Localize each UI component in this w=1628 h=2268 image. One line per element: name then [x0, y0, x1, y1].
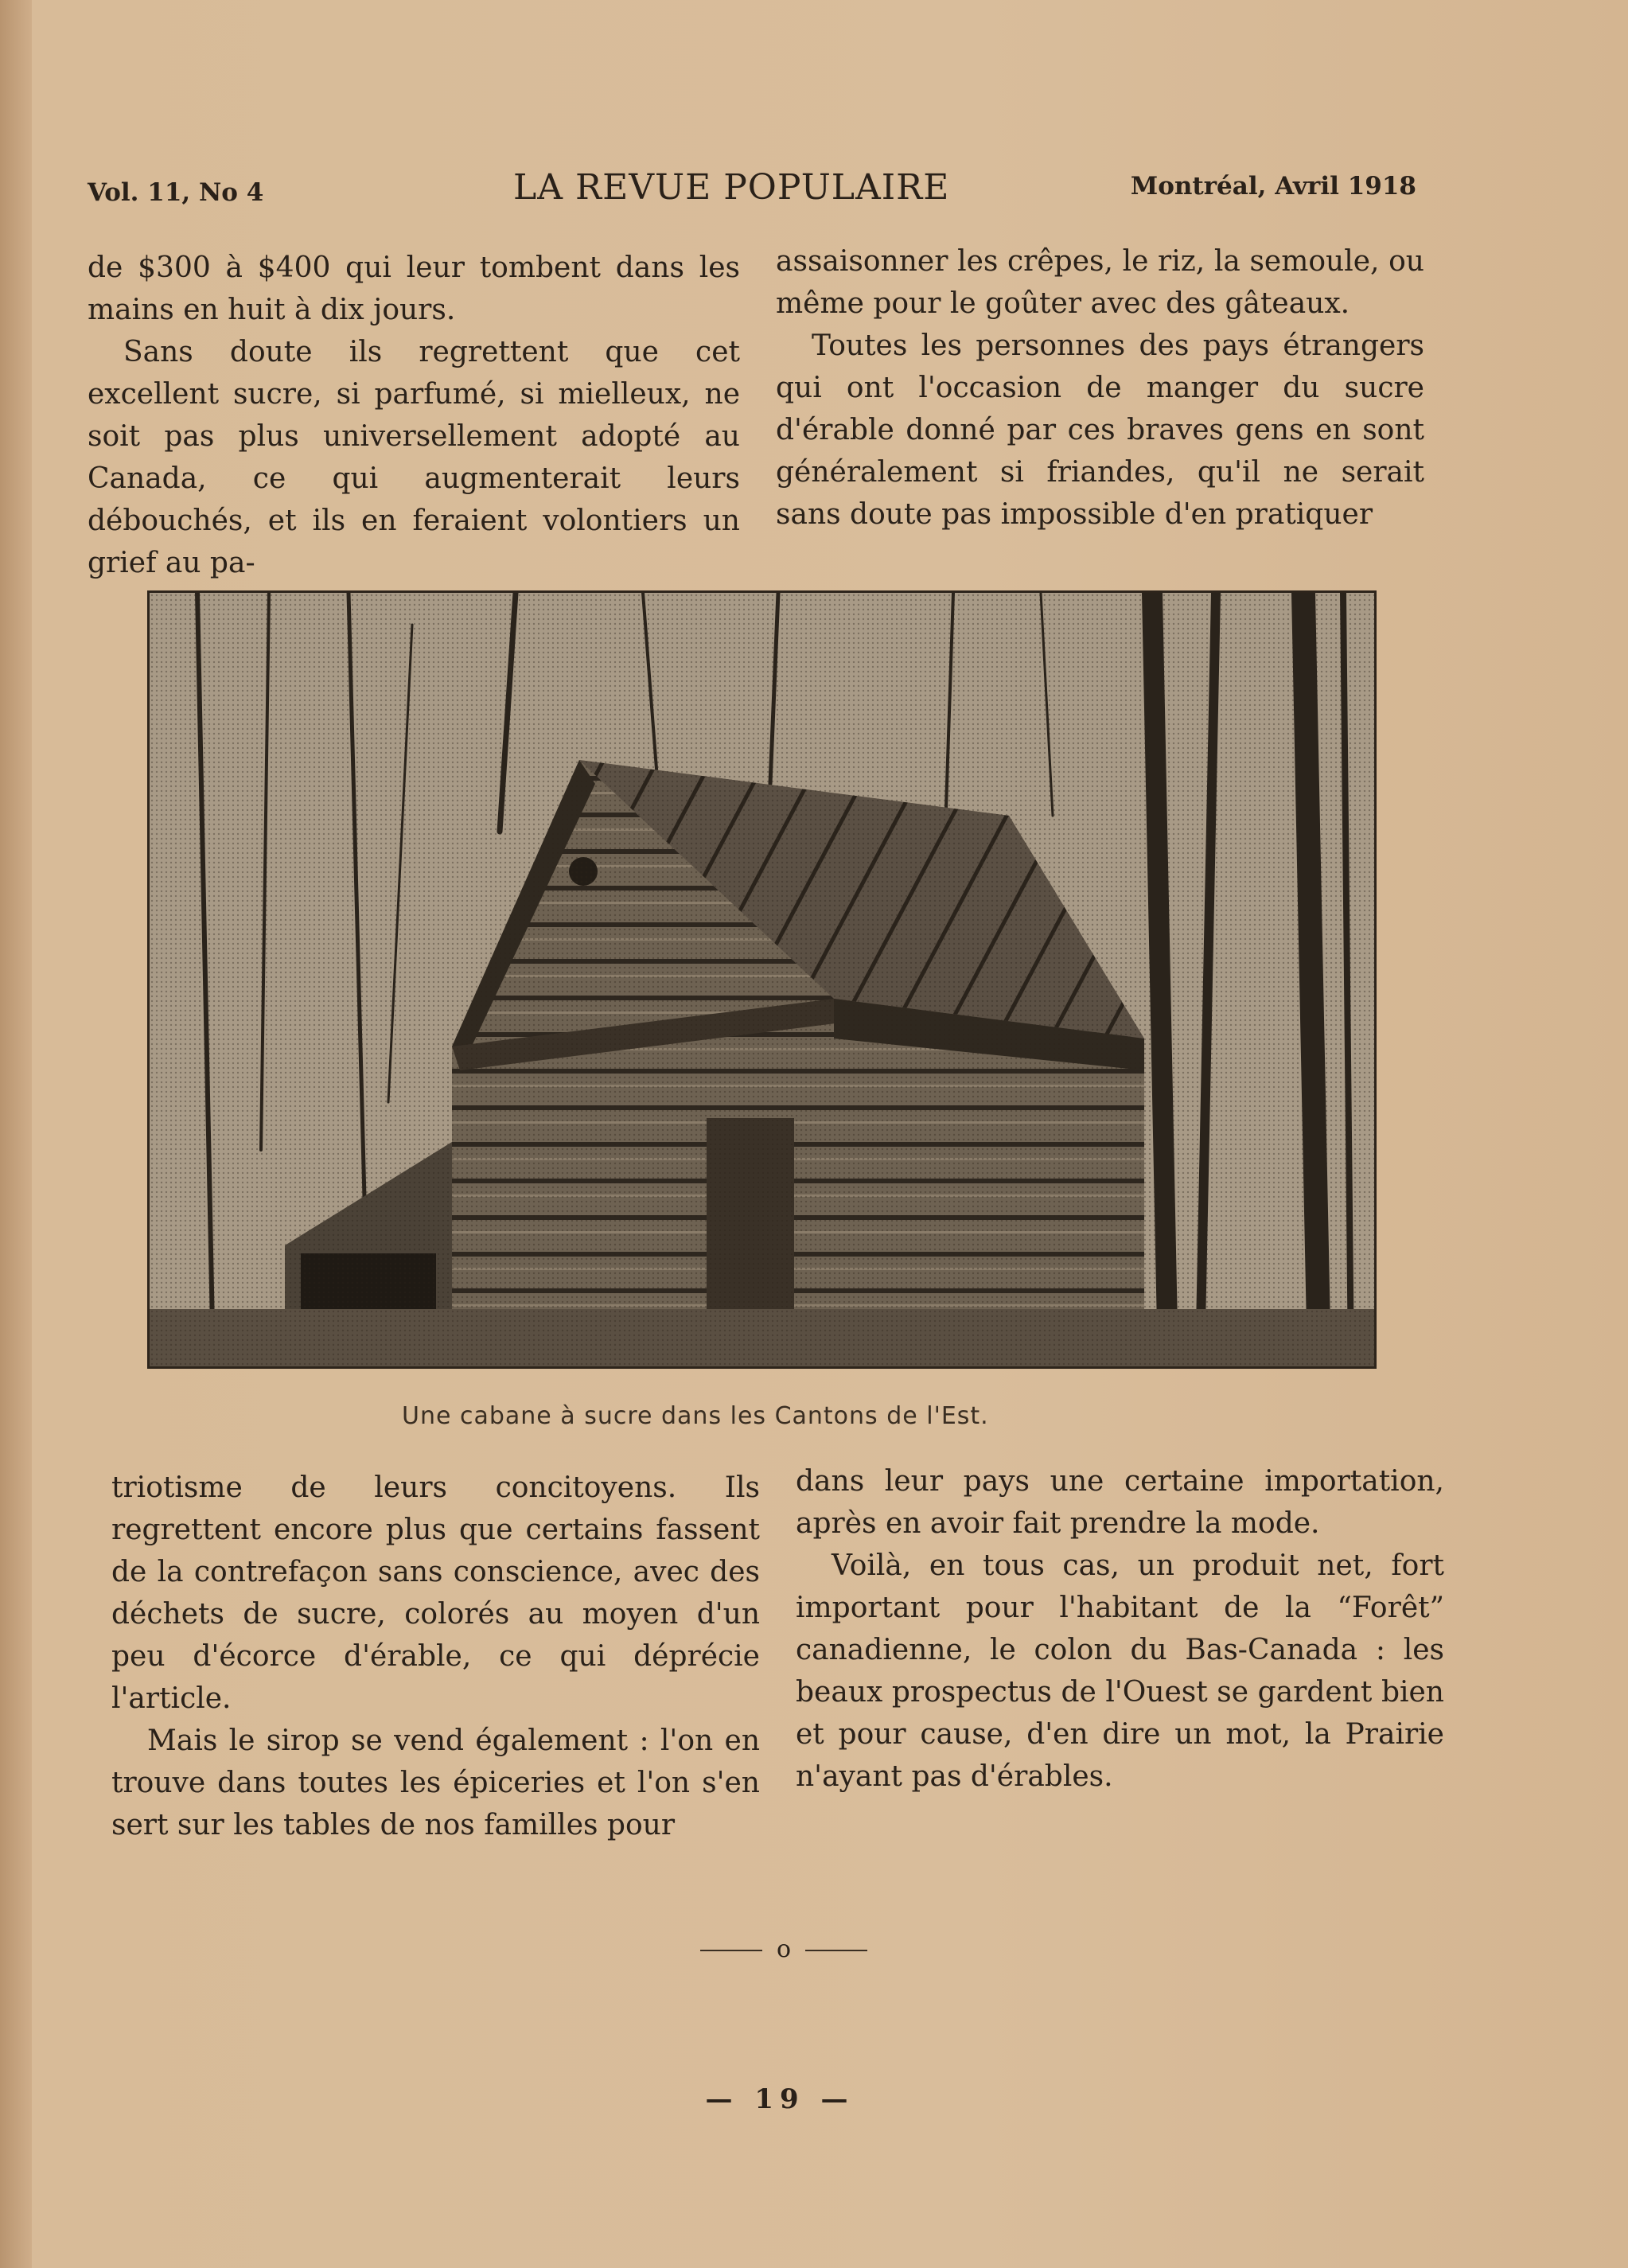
column-bottom-left [111, 1467, 760, 1846]
ornament-rule [700, 1950, 762, 1951]
paragraph: Mais le sirop se vend également : l'on en trouve dans toutes les épiceries et l'on s'en sert sur les tables de nos familles pour [111, 1724, 760, 1841]
paragraph: Toutes les personnes des pays étrangers qui ont l'occasion de manger du sucre d'érable donné par ces braves gens en sont généralement si friandes, qu'il ne serait sans doute pas impossible d'en pratiquer [776, 329, 1424, 531]
issue-date: Montréal, Avril 1918 [1130, 172, 1416, 201]
sugar-shack-photo [147, 590, 1377, 1369]
column-top-left [88, 247, 740, 584]
paragraph: Sans doute ils regrettent que cet excellent sucre, si parfumé, si mielleux, ne soit pas plus universellement adopté au Canada, ce qui augmenterait leurs débouchés, et ils en feraient volontiers un grief au pa- [88, 336, 740, 579]
page-number: — 19 — [705, 2083, 855, 2115]
column-top-right [776, 240, 1424, 536]
paragraph: assaisonner les crêpes, le riz, la semoule, ou même pour le goûter avec des gâteaux. [776, 245, 1424, 320]
ornament-glyph: o [776, 1935, 792, 1963]
paragraph: Voilà, en tous cas, un produit net, fort important pour l'habitant de la “Forêt” canadienne, le colon du Bas-Canada : les beaux prospectus de l'Ouest se gardent bien et pour cause, d'en dire un mot, la Prairie n'ayant pas d'érables. [796, 1549, 1444, 1793]
section-ornament [700, 1935, 867, 1967]
paragraph: de $300 à $400 qui leur tombent dans les mains en huit à dix jours. [88, 251, 740, 326]
volume-number: Vol. 11, No 4 [88, 178, 264, 207]
paragraph: dans leur pays une certaine importation, après en avoir fait prendre la mode. [796, 1465, 1444, 1540]
column-bottom-right [796, 1460, 1444, 1798]
ornament-rule [805, 1950, 867, 1951]
paragraph: triotisme de leurs concitoyens. Ils regrettent encore plus que certains fassent de la contrefaçon sans conscience, avec des déchets de sucre, colorés au moyen d'un peu d'écorce d'érable, ce qui déprécie l'article. [111, 1471, 760, 1715]
page-edge [0, 0, 32, 2268]
journal-title: LA REVUE POPULAIRE [513, 167, 950, 208]
photo-caption: Une cabane à sucre dans les Cantons de l'Est. [402, 1402, 989, 1430]
running-head [88, 167, 1416, 215]
